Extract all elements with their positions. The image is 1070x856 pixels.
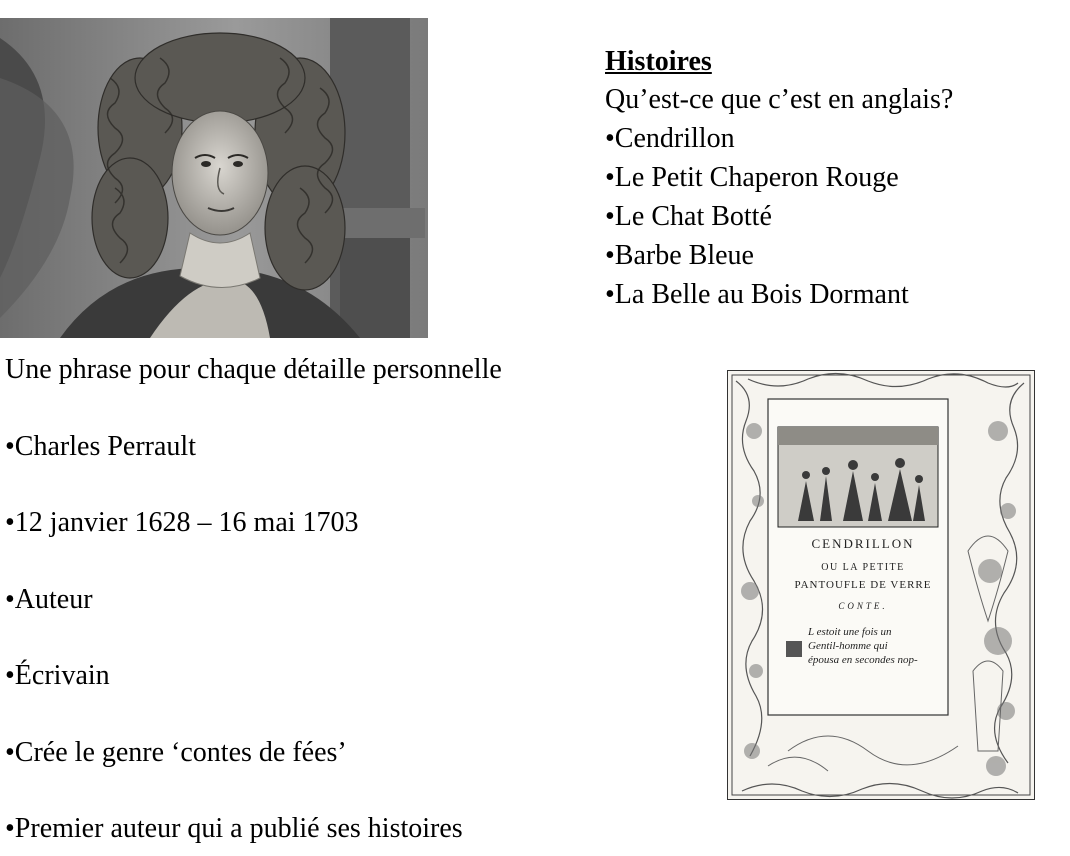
book-subtitle-1: OU LA PETITE — [821, 562, 905, 573]
stories-title: Histoires — [605, 46, 712, 77]
list-item: •Crée le genre ‘contes de fées’ — [5, 736, 347, 768]
portrait-image — [0, 18, 428, 338]
book-text-line: épousa en secondes nop- — [808, 654, 918, 666]
book-text-line: Gentil-homme qui — [808, 640, 888, 652]
list-item: •Auteur — [5, 583, 93, 615]
list-item: •12 janvier 1628 – 16 mai 1703 — [5, 507, 359, 538]
stories-section — [605, 44, 1065, 314]
book-subtitle-2: PANTOUFLE DE VERRE — [794, 579, 932, 591]
book-body-text — [778, 625, 948, 667]
book-texts — [778, 536, 948, 667]
list-item: •Barbe Bleue — [605, 240, 754, 271]
details-section — [5, 350, 605, 849]
book-text-line: L estoit une fois un — [808, 626, 892, 638]
details-heading: Une phrase pour chaque détaille personnelle — [5, 354, 502, 385]
stories-question: Qu’est-ce que c’est en anglais? — [605, 84, 954, 115]
book-genre: CONTE. — [838, 601, 888, 611]
list-item: •Cendrillon — [605, 123, 735, 154]
book-title: CENDRILLON — [811, 536, 915, 551]
details-list — [5, 427, 605, 850]
list-item: •La Belle au Bois Dormant — [605, 279, 909, 310]
portrait-engraving-icon — [0, 18, 428, 338]
list-item: •Le Petit Chaperon Rouge — [605, 162, 899, 193]
list-item: •Premier auteur qui a publié ses histoires — [5, 813, 463, 844]
list-item: •Le Chat Botté — [605, 201, 772, 232]
list-item: •Écrivain — [5, 660, 110, 691]
book-title-page-image — [727, 370, 1035, 800]
list-item: •Charles Perrault — [5, 430, 196, 462]
stories-list — [605, 119, 1065, 314]
